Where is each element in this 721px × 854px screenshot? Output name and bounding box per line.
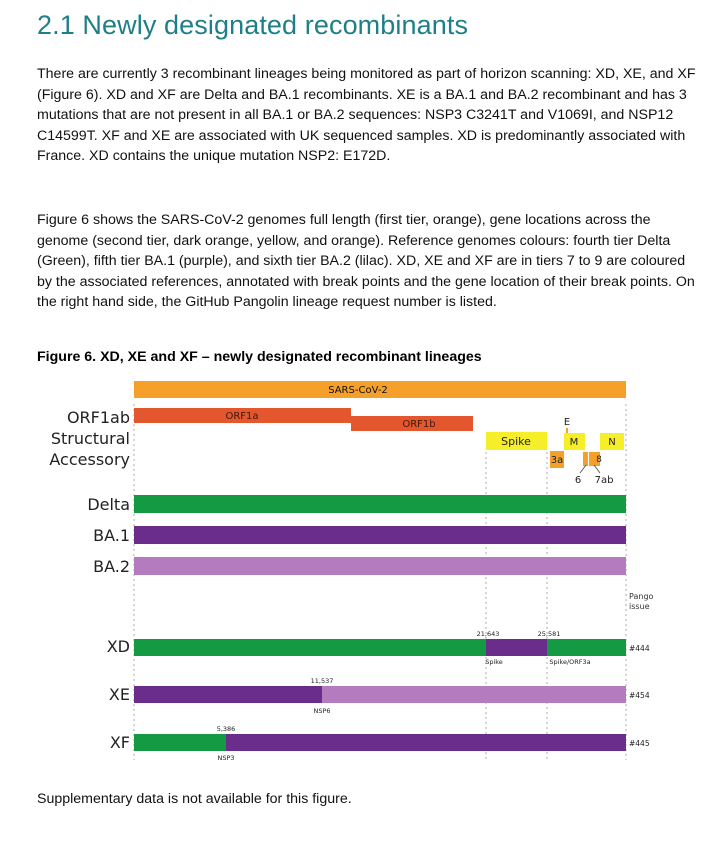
xe-segment-ba1: [134, 686, 322, 703]
gene-orf1a-label: ORF1a: [225, 411, 259, 422]
figure-caption: Figure 6. XD, XE and XF – newly designated recombinant lineages: [37, 349, 482, 365]
pango-issue-header: [629, 592, 654, 611]
gene-orf8-label: 8: [596, 455, 602, 465]
row-label-orf1ab: ORF1ab: [66, 408, 130, 427]
row-label-ba1: BA.1: [93, 526, 130, 545]
supplementary-note: Supplementary data is not available for this figure.: [37, 791, 352, 807]
section-heading: 2.1 Newly designated recombinants: [37, 10, 469, 40]
intro-paragraph: There are currently 3 recombinant lineages being monitored as part of horizon scanning: XD, XE, and XF (Figure 6). XD and XF are Delta and BA.1 recombinants. XE is a BA.1 and BA.2 recombinant and has 3 mutations that are not present in all BA.1 or BA.2 sequences: NSP3 C3241T and V1069I, and NSP12 C14599T. XF and XE are associated with UK sequenced samples. XD is predominantly associated with France. XD contains the unique mutation NSP2: E172D.: [37, 66, 696, 164]
row-label-structural: Structural: [50, 429, 130, 448]
gene-orf7ab-pointer: [594, 465, 600, 473]
row-label-accessory: Accessory: [49, 450, 130, 469]
xf-pango-issue: #445: [629, 739, 650, 748]
xe-breakpoint-1: 11,537: [310, 677, 334, 685]
row-label-xf: XF: [109, 733, 130, 752]
pango-issue-header-line2: issue: [629, 602, 650, 611]
row-label-xe: XE: [108, 685, 130, 704]
gene-orf7ab: [589, 452, 596, 466]
genome-label: SARS-CoV-2: [328, 385, 388, 396]
reference-delta-bar: [134, 495, 626, 513]
xd-breakpoint-2: 25,581: [537, 630, 561, 638]
pango-issue-header-line1: Pango: [629, 592, 654, 601]
row-label-ba2: BA.2: [93, 557, 130, 576]
gene-spike-label: Spike: [501, 435, 531, 448]
xd-break-gene-1: Spike: [485, 658, 503, 666]
reference-ba2-bar: [134, 557, 626, 575]
gene-m-label: M: [569, 437, 579, 448]
xd-segment-delta-2: [547, 639, 626, 656]
gene-orf7ab-label: 7ab: [594, 475, 614, 486]
xe-pango-issue: #454: [629, 691, 650, 700]
gene-orf6-pointer: [580, 465, 586, 473]
xe-break-gene-1: NSP6: [313, 707, 331, 715]
xd-segment-delta-1: [134, 639, 486, 656]
gene-orf6: [583, 452, 588, 466]
gene-orf1b-label: ORF1b: [402, 419, 436, 430]
gene-e-label: E: [563, 417, 571, 428]
xe-segment-ba2: [322, 686, 626, 703]
reference-ba1-bar: [134, 526, 626, 544]
figure-description-paragraph: Figure 6 shows the SARS-CoV-2 genomes full length (first tier, orange), gene locations across the genome (second tier, dark orange, yellow, and orange). Reference genomes colours: fourth tier Delta (Green), fifth tier BA.1 (purple), and sixth tier BA.2 (lilac). XD, XE and XF are in tiers 7 to 9 are coloured by the associated references, annotated with break points and the gene location of their break points. On the right hand side, the GitHub Pangolin lineage request number is listed.: [37, 212, 695, 310]
xf-segment-ba1: [226, 734, 626, 751]
xd-pango-issue: #444: [629, 644, 650, 653]
gene-orf3a-label: 3a: [550, 455, 564, 466]
row-label-delta: Delta: [87, 495, 130, 514]
xf-breakpoint-1: 5,386: [216, 725, 236, 733]
xd-segment-ba1: [486, 639, 547, 656]
xf-segment-delta: [134, 734, 226, 751]
gene-orf6-label: 6: [574, 475, 582, 486]
gene-n-label: N: [608, 437, 616, 448]
xf-break-gene-1: NSP3: [217, 754, 235, 762]
row-label-xd: XD: [106, 637, 130, 656]
xd-break-gene-2: Spike/ORF3a: [549, 658, 591, 666]
xd-breakpoint-1: 21,643: [476, 630, 500, 638]
